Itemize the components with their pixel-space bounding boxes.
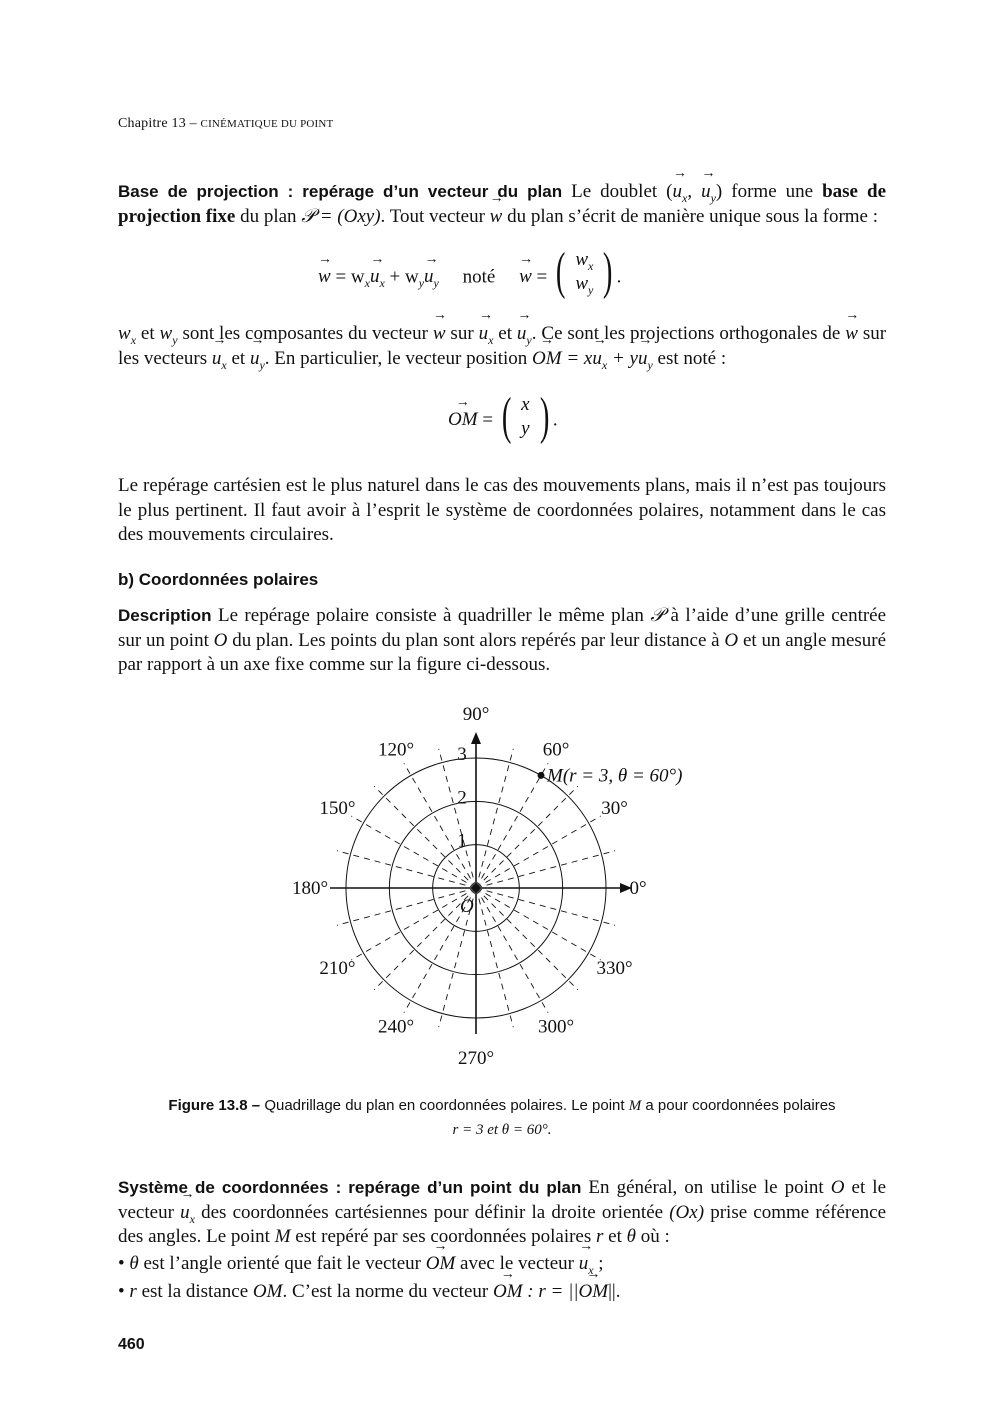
paragraph-cartesian: Le repérage cartésien est le plus naturel dans le cas des mouvements plans, mais il n’est pas toujours le plus pertinent. Il faut avoir à l’esprit le système de coordonnées polaires, notamment dans le cas des mouvements circulaires. bbox=[118, 475, 886, 545]
eq-part: = w bbox=[335, 266, 365, 288]
eq-part: + w bbox=[389, 266, 419, 288]
ray-15 bbox=[476, 851, 615, 888]
ray-150 bbox=[351, 816, 476, 888]
text: + y bbox=[611, 347, 638, 369]
text: . Tout vecteur bbox=[380, 205, 485, 227]
text: OM bbox=[252, 1281, 283, 1302]
eq-sign: = bbox=[482, 409, 494, 431]
point-o: O bbox=[213, 629, 228, 651]
origin-label: O bbox=[460, 896, 474, 917]
text: Le repérage polaire consiste à quadriller le même plan bbox=[217, 605, 644, 626]
ray-195 bbox=[337, 888, 476, 925]
ray-105 bbox=[439, 749, 476, 888]
caption-label: Figure 13.8 – bbox=[168, 1097, 261, 1114]
ray-60 bbox=[476, 763, 548, 888]
angle-label-180: 180° bbox=[291, 878, 329, 899]
point-m-label: M(r = 3, θ = 60°) bbox=[547, 765, 683, 787]
text: et un angle mesuré par rapport à un axe fixe comme sur la figure ci-dessous. bbox=[118, 629, 887, 675]
origin-dot bbox=[473, 885, 480, 892]
text: à l’aide d’une grille centrée sur un point bbox=[118, 605, 887, 651]
text: sont les composantes du vecteur bbox=[182, 323, 428, 344]
bullet-symbol: r bbox=[129, 1281, 137, 1302]
text: . En particulier, le vecteur position bbox=[264, 347, 528, 369]
running-header bbox=[118, 116, 333, 132]
text: et bbox=[231, 347, 246, 369]
eq-wx: w bbox=[575, 249, 589, 270]
text: Le doublet bbox=[571, 181, 658, 202]
paragraph-description bbox=[118, 604, 886, 678]
text: forme une bbox=[731, 181, 814, 202]
text: sur les vecteurs bbox=[118, 323, 887, 369]
plane-symbol: 𝒫 = (Oxy) bbox=[301, 205, 381, 227]
ray-120 bbox=[404, 763, 476, 888]
bullet-r: • r est la distance OM. C’est la norme du vecteur → OM : r = ||→ OM||. bbox=[118, 1281, 620, 1303]
page-number: 460 bbox=[118, 1336, 145, 1353]
ray-345 bbox=[476, 888, 615, 925]
bullet-theta: • θ est l’angle orienté que fait le vecteur → OM avec le vecteur → $u_x$ ; bbox=[118, 1253, 604, 1275]
angle-label-330: 330° bbox=[596, 958, 633, 979]
eq-y: y bbox=[521, 418, 530, 439]
radius-label-3: 3 bbox=[457, 744, 467, 765]
header-dash: – bbox=[189, 116, 197, 131]
lead-description: Description bbox=[118, 606, 212, 625]
text: des coordonnées cartésiennes pour définir la droite orientée bbox=[201, 1201, 664, 1223]
text: . C’est la norme du vecteur bbox=[282, 1281, 489, 1302]
paragraph-base-projection: Base de projection : repérage d’un vecteur du plan Le doublet (→ $u_x$, → $u_y$) forme une base de projection fixe du plan 𝒫 = (Oxy). Tout vecteur → w du plan s’écrit de manière unique sous la forme : bbox=[118, 180, 886, 229]
paragraph-components: $w_x$ et $w_y$ sont les composantes du vecteur → w sur → $u_x$ et → $u_y$. Ce sont les projections orthogonales de → w sur les vecteurs → $u_x$ et → $u_y$. En particulier, le vecteur position → OM = $x\to u_x + y\to u_y$ est noté : bbox=[118, 322, 886, 371]
chapter-label: Chapitre 13 bbox=[118, 116, 186, 131]
eq-note: noté bbox=[462, 266, 496, 288]
text: et bbox=[140, 323, 155, 344]
ray-30 bbox=[476, 816, 601, 888]
figure-caption: Figure 13.8 – Quadrillage du plan en coordonnées polaires. Le point M a pour coordonnées polaires r = 3 et θ = 60°. bbox=[168, 1097, 836, 1138]
polar-grid-figure bbox=[118, 700, 886, 1080]
angle-label-240: 240° bbox=[377, 1016, 415, 1038]
axis-ox: (Ox) bbox=[669, 1201, 705, 1223]
text: où : bbox=[640, 1226, 670, 1247]
text: est l’angle orienté que fait le vecteur bbox=[143, 1253, 421, 1274]
point-m-dot bbox=[538, 772, 545, 779]
text: du plan s’écrit de manière unique sous la forme : bbox=[507, 205, 879, 227]
angle-label-270: 270° bbox=[457, 1048, 495, 1069]
ray-165 bbox=[337, 851, 476, 888]
text: est repéré par ses coordonnées polaires bbox=[295, 1226, 592, 1247]
angle-label-210: 210° bbox=[319, 958, 356, 979]
text: du plan. Les points du plan sont alors repérés par leur distance à bbox=[232, 629, 720, 651]
ray-330 bbox=[476, 888, 601, 960]
ray-315 bbox=[476, 888, 578, 990]
angle-label-120: 120° bbox=[377, 739, 415, 761]
caption-values: r = 3 et θ = 60°. bbox=[452, 1122, 552, 1138]
text: est noté : bbox=[657, 347, 727, 369]
lead-coordinate-system: Système de coordonnées : repérage d’un point du plan bbox=[118, 1178, 582, 1197]
ray-300 bbox=[476, 888, 548, 1013]
radius-label-2: 2 bbox=[457, 787, 467, 809]
text: ||. bbox=[608, 1281, 621, 1302]
text: du plan bbox=[240, 205, 297, 227]
ray-75 bbox=[476, 749, 513, 888]
text: prise comme référence des angles. Le point bbox=[118, 1201, 887, 1247]
text: et le vecteur bbox=[118, 1177, 887, 1223]
angle-label-90: 90° bbox=[462, 704, 490, 725]
text: ; bbox=[598, 1253, 604, 1274]
bold-term: base de projection fixe bbox=[118, 181, 887, 227]
radius-label-1: 1 bbox=[457, 830, 467, 852]
eq-wy: w bbox=[575, 273, 589, 294]
angle-label-60: 60° bbox=[542, 739, 570, 761]
text: = x bbox=[566, 347, 593, 369]
text: : r = || bbox=[527, 1281, 579, 1302]
angle-label-30: 30° bbox=[601, 798, 628, 819]
section-title-polar: b) Coordonnées polaires bbox=[118, 570, 319, 589]
lead-base-projection: Base de projection : repérage d’un vecteur du plan bbox=[118, 182, 563, 201]
angle-label-0: 0° bbox=[629, 878, 647, 899]
paragraph-coordinate-system: Système de coordonnées : repérage d’un point du plan En général, on utilise le point O et le vecteur → $u_x$ des coordonnées cartésiennes pour définir la droite orientée (Ox) prise comme référence des angles. Le point M est repéré par ses coordonnées polaires r et θ où : bbox=[118, 1176, 886, 1250]
caption-text: a pour coordonnées polaires bbox=[645, 1097, 836, 1114]
caption-text: Quadrillage du plan en coordonnées polaires. Le point bbox=[264, 1097, 625, 1114]
angle-label-300: 300° bbox=[537, 1016, 575, 1038]
eq-x: x bbox=[521, 394, 530, 415]
angle-label-150: 150° bbox=[319, 798, 356, 819]
ray-285 bbox=[476, 888, 513, 1027]
text: est la distance bbox=[141, 1281, 249, 1302]
ray-210 bbox=[351, 888, 476, 960]
equation-om: → OM = ( x y ) . bbox=[448, 395, 558, 447]
equation-w: → $w = w_x\to u_x + w_y\to u_y$ noté → w = ( $w_x$ $w_y$ ) . bbox=[318, 252, 621, 304]
text: . Ce sont les projections orthogonales de bbox=[531, 323, 841, 344]
bullet-symbol: θ bbox=[129, 1253, 139, 1274]
text: et bbox=[498, 323, 513, 344]
text: avec le vecteur bbox=[460, 1253, 574, 1274]
text: En général, on utilise le point bbox=[588, 1177, 824, 1198]
plane-symbol: 𝒫 bbox=[650, 605, 665, 626]
eq-sign: = bbox=[536, 266, 548, 288]
point-o: O bbox=[724, 629, 739, 651]
chapter-title: CINÉMATIQUE DU POINT bbox=[200, 118, 334, 130]
y-arrow-icon bbox=[471, 732, 481, 744]
ray-45 bbox=[476, 786, 578, 888]
text: sur bbox=[450, 323, 474, 344]
text: et bbox=[608, 1226, 622, 1247]
